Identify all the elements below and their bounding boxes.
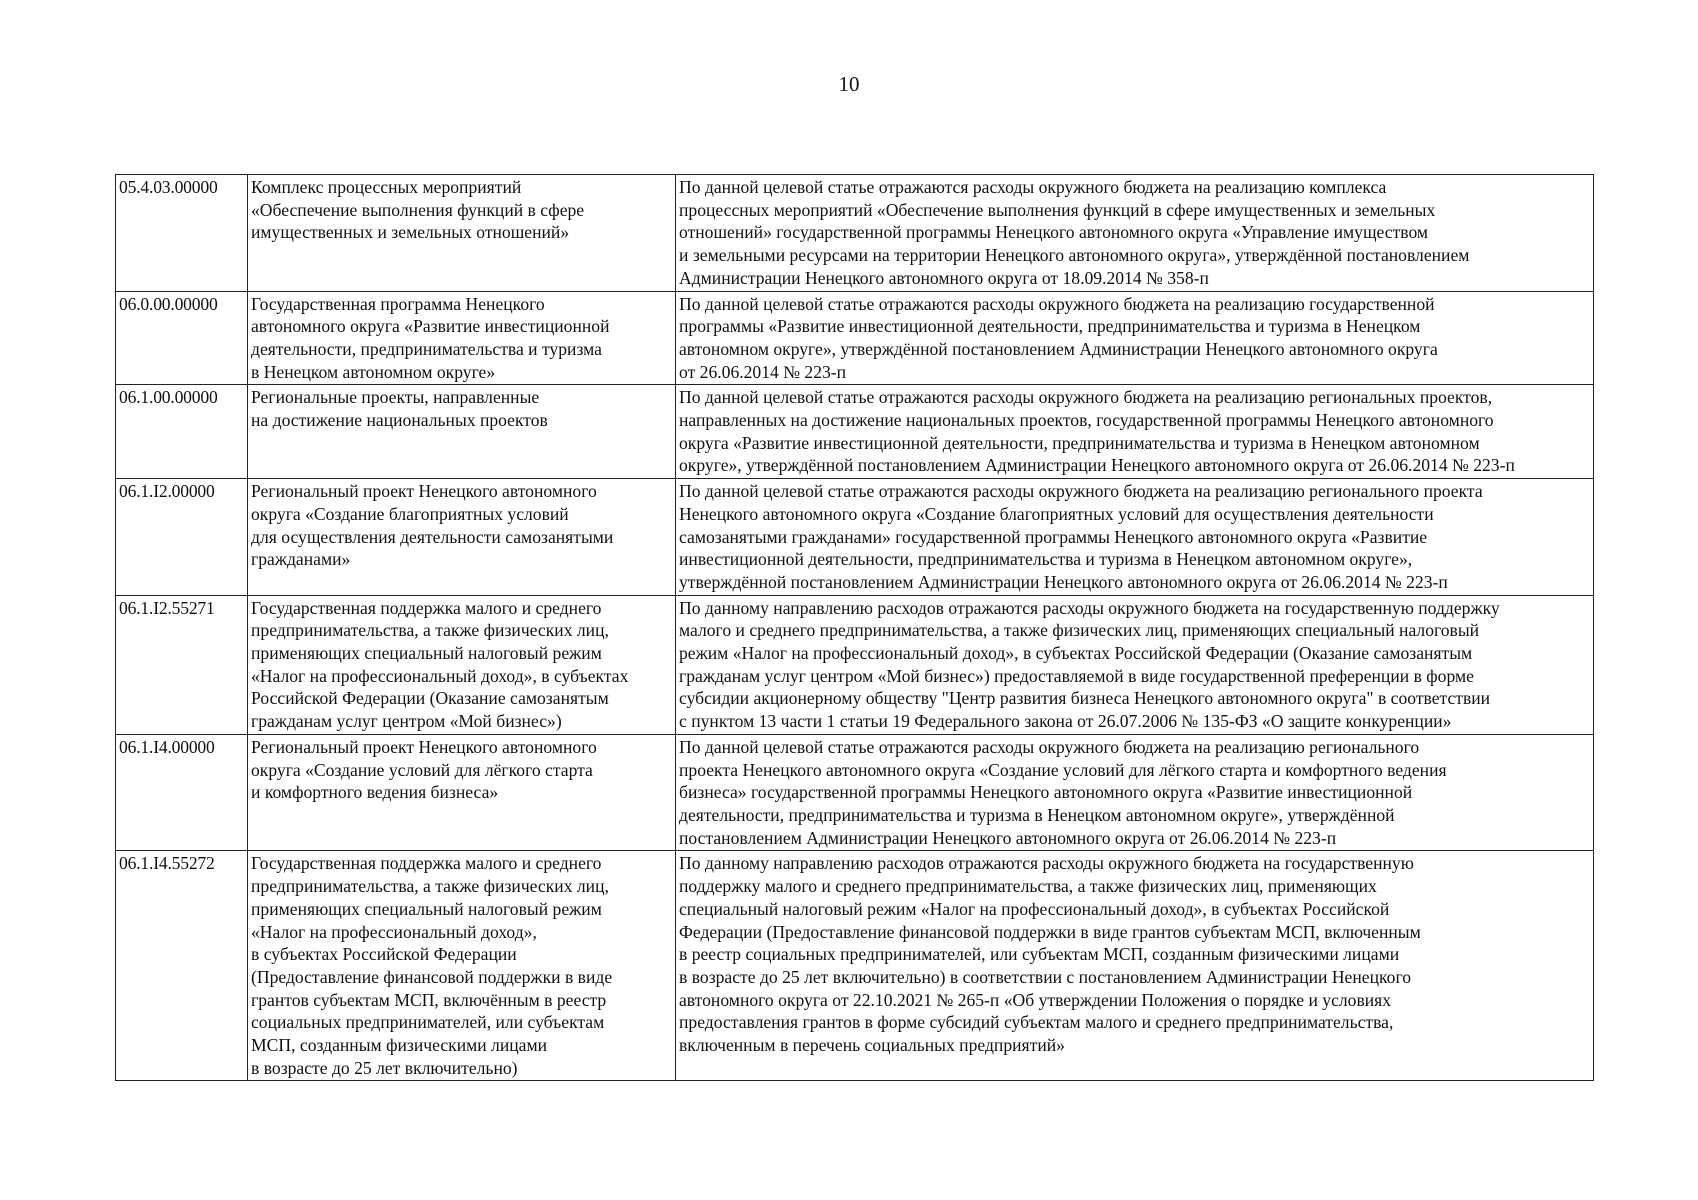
- name-line: предпринимательства, а также физических лиц,: [251, 620, 609, 641]
- target-article-description: [676, 479, 1594, 596]
- name-line: округа «Создание условий для лёгкого старта: [251, 759, 593, 780]
- description-line: от 26.06.2014 № 223-п: [679, 361, 847, 382]
- name-line: МСП, созданным физическими лицами: [251, 1035, 548, 1056]
- description-line: процессных мероприятий «Обеспечение выполнения функций в сфере имущественных и земельных: [679, 199, 1436, 220]
- description-line: утверждённой постановлением Администрации Ненецкого автономного округа от 26.06.2014 № 223-п: [679, 571, 1448, 592]
- description-line: специальный налоговый режим «Налог на профессиональный доход», в субъектах Российской: [679, 898, 1390, 919]
- target-article-name: [248, 595, 676, 734]
- name-line: Региональные проекты, направленные: [251, 387, 540, 408]
- target-article-description: [676, 595, 1594, 734]
- description-line: Ненецкого автономного округа «Создание благоприятных условий для осуществления деятельности: [679, 503, 1434, 524]
- name-line: Российской Федерации (Оказание самозанятым: [251, 688, 609, 709]
- name-line: «Налог на профессиональный доход»,: [251, 921, 537, 942]
- description-line: программы «Развитие инвестиционной деятельности, предпринимательства и туризма в Ненецком: [679, 316, 1421, 337]
- target-article-name: [248, 385, 676, 479]
- target-article-code: 06.1.I2.00000: [116, 479, 248, 596]
- name-line: имущественных и земельных отношений»: [251, 222, 570, 243]
- description-line: с пунктом 13 части 1 статьи 19 Федерального закона от 26.07.2006 № 135-ФЗ «О защите конкуренции»: [679, 711, 1452, 732]
- description-line: и земельными ресурсами на территории Ненецкого автономного округа», утверждённой постановлением: [679, 245, 1470, 266]
- name-line: «Налог на профессиональный доход», в субъектах: [251, 665, 629, 686]
- description-line: бизнеса» государственной программы Ненецкого автономного округа «Развитие инвестиционной: [679, 782, 1413, 803]
- description-line: в реестр социальных предпринимателей, или субъектам МСП, созданным физическими лицами: [679, 944, 1400, 965]
- name-line: на достижение национальных проектов: [251, 410, 548, 431]
- description-line: По данной целевой статье отражаются расходы окружного бюджета на реализацию государственной: [679, 293, 1435, 314]
- name-line: Государственная поддержка малого и среднего: [251, 853, 602, 874]
- target-article-description: [676, 734, 1594, 851]
- target-article-code: 05.4.03.00000: [116, 175, 248, 292]
- description-line: в возрасте до 25 лет включительно) в соответствии с постановлением Администрации Ненецкого: [679, 966, 1412, 987]
- description-line: гражданам услуг центром «Мой бизнес») предоставляемой в виде государственной преференции в форме: [679, 665, 1474, 686]
- target-article-code: 06.1.00.00000: [116, 385, 248, 479]
- target-article-code: 06.1.I4.00000: [116, 734, 248, 851]
- name-line: (Предоставление финансовой поддержки в виде: [251, 966, 613, 987]
- target-article-code: 06.1.I2.55271: [116, 595, 248, 734]
- description-line: По данному направлению расходов отражаются расходы окружного бюджета на государственную: [679, 853, 1414, 874]
- name-line: применяющих специальный налоговый режим: [251, 898, 602, 919]
- target-article-name: [248, 851, 676, 1081]
- table-row: [116, 385, 1594, 479]
- description-line: малого и среднего предпринимательства, а также физических лиц, применяющих специальный налоговый: [679, 620, 1480, 641]
- description-line: деятельности, предпринимательства и туризма в Ненецком автономном округе», утверждённой: [679, 804, 1395, 825]
- name-line: округа «Создание благоприятных условий: [251, 503, 569, 524]
- target-article-code: 06.1.I4.55272: [116, 851, 248, 1081]
- name-line: Государственная поддержка малого и среднего: [251, 597, 602, 618]
- description-line: субсидии акционерному обществу "Центр развития бизнеса Ненецкого автономного округа" в соответствии: [679, 688, 1491, 709]
- target-article-name: [248, 734, 676, 851]
- name-line: в Ненецком автономном округе»: [251, 361, 496, 382]
- table-row: [116, 734, 1594, 851]
- name-line: для осуществления деятельности самозанятыми: [251, 526, 614, 547]
- page-number: 10: [838, 72, 860, 96]
- table-row: [116, 479, 1594, 596]
- name-line: и комфортного ведения бизнеса»: [251, 782, 499, 803]
- description-line: отношений» государственной программы Ненецкого автономного округа «Управление имуществом: [679, 222, 1429, 243]
- name-line: Государственная программа Ненецкого: [251, 293, 545, 314]
- description-line: По данной целевой статье отражаются расходы окружного бюджета на реализацию комплекса: [679, 177, 1387, 197]
- name-line: деятельности, предпринимательства и туризма: [251, 338, 602, 359]
- budget-classification-table: [115, 174, 1594, 1081]
- description-line: поддержку малого и среднего предпринимательства, а также физических лиц, применяющих: [679, 876, 1377, 897]
- description-line: направленных на достижение национальных проектов, государственной программы Ненецкого автономного: [679, 410, 1494, 431]
- description-line: проекта Ненецкого автономного округа «Создание условий для лёгкого старта и комфортного ведения: [679, 759, 1447, 780]
- table-row: [116, 175, 1594, 292]
- name-line: гражданами»: [251, 549, 351, 570]
- description-line: По данной целевой статье отражаются расходы окружного бюджета на реализацию регионального: [679, 736, 1420, 757]
- name-line: социальных предпринимателей, или субъектам: [251, 1012, 605, 1033]
- description-line: Администрации Ненецкого автономного округа от 18.09.2014 № 358-п: [679, 267, 1209, 288]
- target-article-name: [248, 479, 676, 596]
- target-article-description: [676, 291, 1594, 385]
- target-article-description: [676, 385, 1594, 479]
- description-line: По данной целевой статье отражаются расходы окружного бюджета на реализацию регионального проекта: [679, 481, 1483, 502]
- table-row: [116, 851, 1594, 1081]
- name-line: в возрасте до 25 лет включительно): [251, 1057, 518, 1078]
- name-line: «Обеспечение выполнения функций в сфере: [251, 199, 585, 220]
- target-article-description: [676, 175, 1594, 292]
- description-line: По данной целевой статье отражаются расходы окружного бюджета на реализацию региональных проектов,: [679, 387, 1493, 408]
- target-article-code: 06.0.00.00000: [116, 291, 248, 385]
- target-article-name: [248, 175, 676, 292]
- description-line: автономного округа от 22.10.2021 № 265-п «Об утверждении Положения о порядке и условиях: [679, 989, 1392, 1010]
- name-line: автономного округа «Развитие инвестиционной: [251, 316, 610, 337]
- table-body: [116, 175, 1594, 1081]
- name-line: Региональный проект Ненецкого автономного: [251, 736, 597, 757]
- description-line: По данному направлению расходов отражаются расходы окружного бюджета на государственную поддержку: [679, 597, 1500, 618]
- name-line: применяющих специальный налоговый режим: [251, 643, 602, 664]
- description-line: инвестиционной деятельности, предпринимательства и туризма в Ненецком автономном округе»,: [679, 549, 1413, 570]
- target-article-description: [676, 851, 1594, 1081]
- description-line: включенным в перечень социальных предприятий»: [679, 1035, 1065, 1056]
- name-line: предпринимательства, а также физических лиц,: [251, 876, 609, 897]
- description-line: округа «Развитие инвестиционной деятельности, предпринимательства и туризма в Ненецком автономном: [679, 432, 1480, 453]
- name-line: в субъектах Российской Федерации: [251, 944, 517, 965]
- target-article-name: [248, 291, 676, 385]
- table-row: [116, 291, 1594, 385]
- name-line: гражданам услуг центром «Мой бизнес»): [251, 711, 562, 732]
- description-line: режим «Налог на профессиональный доход», в субъектах Российской Федерации (Оказание самозанятым: [679, 643, 1473, 664]
- table-row: [116, 595, 1594, 734]
- name-line: грантов субъектам МСП, включённым в реестр: [251, 989, 607, 1010]
- description-line: предоставления грантов в форме субсидий субъектам малого и среднего предпринимательства,: [679, 1012, 1394, 1033]
- name-line: Комплекс процессных мероприятий: [251, 177, 522, 197]
- description-line: округе», утверждённой постановлением Администрации Ненецкого автономного округа от 26.06.2014 № 223-п: [679, 455, 1515, 476]
- description-line: автономном округе», утверждённой постановлением Администрации Ненецкого автономного округа: [679, 338, 1438, 359]
- description-line: Федерации (Предоставление финансовой поддержки в виде грантов субъектам МСП, включенным: [679, 921, 1421, 942]
- name-line: Региональный проект Ненецкого автономного: [251, 481, 597, 502]
- description-line: постановлением Администрации Ненецкого автономного округа от 26.06.2014 № 223-п: [679, 827, 1337, 848]
- description-line: самозанятыми гражданами» государственной программы Ненецкого автономного округа «Развитие: [679, 526, 1428, 547]
